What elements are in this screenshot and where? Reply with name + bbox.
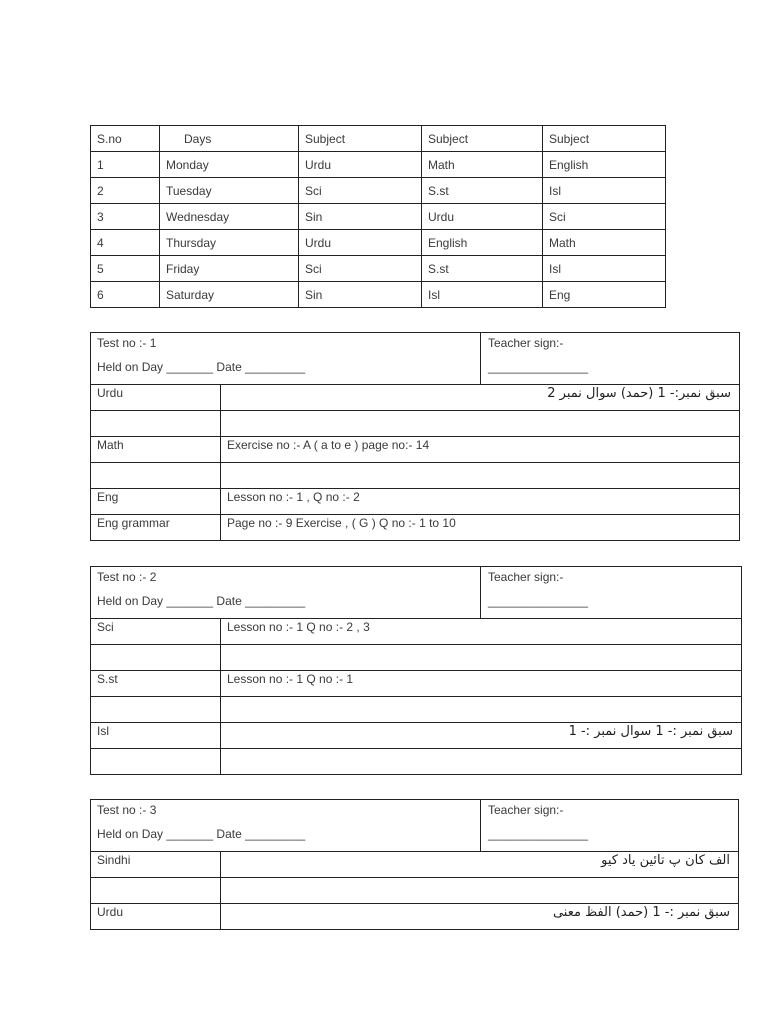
cell-subject: Eng <box>543 282 666 308</box>
subject-label <box>91 697 221 722</box>
header-sno: S.no <box>91 126 160 152</box>
cell-day: Friday <box>160 256 299 282</box>
test-row <box>91 671 741 697</box>
cell-sno: 4 <box>91 230 160 256</box>
test-block-3 <box>90 799 739 930</box>
teacher-sign-line: _______________ <box>488 360 589 374</box>
teacher-sign-label: Teacher sign:- <box>488 336 564 350</box>
test-title: Test no :- 2 <box>97 570 157 584</box>
assignment-text: سبق نمبر :- 1 سوال نمبر :- 1 <box>568 724 733 739</box>
assignment-text: الف کان پ تائين ياد کيو <box>601 853 730 868</box>
test-header <box>91 800 738 852</box>
subject-label: Eng <box>91 489 221 514</box>
cell-subject: Math <box>422 152 543 178</box>
assignment-text: Exercise no :- A ( a to e ) page no:- 14 <box>227 438 430 452</box>
subject-label: Sci <box>91 619 221 644</box>
header-subject-1: Subject <box>299 126 422 152</box>
test-title: Test no :- 3 <box>97 803 157 817</box>
table-row <box>91 204 666 230</box>
cell-subject: Math <box>543 230 666 256</box>
subject-label: Isl <box>91 723 221 748</box>
teacher-sign-label: Teacher sign:- <box>488 803 564 817</box>
assignment-text <box>221 463 739 488</box>
table-row <box>91 230 666 256</box>
assignment-text: سبق نمبر :- 1 (حمد) الفظ معنی <box>552 905 730 920</box>
test-row <box>91 852 738 878</box>
cell-day: Thursday <box>160 230 299 256</box>
assignment-text: سبق نمبر:- 1 (حمد) سوال نمبر 2 <box>547 386 731 401</box>
test-block-1 <box>90 332 740 541</box>
cell-subject: Isl <box>422 282 543 308</box>
test-header <box>91 567 741 619</box>
teacher-sign-line: _______________ <box>488 827 589 841</box>
cell-subject: Sin <box>299 204 422 230</box>
header-subject-2: Subject <box>422 126 543 152</box>
test-row <box>91 619 741 645</box>
test-row-empty <box>91 411 739 437</box>
cell-sno: 6 <box>91 282 160 308</box>
teacher-sign-label: Teacher sign:- <box>488 570 564 584</box>
subject-label: Eng grammar <box>91 515 221 540</box>
header-days: Days <box>160 126 299 152</box>
cell-sno: 1 <box>91 152 160 178</box>
test-block-2 <box>90 566 742 775</box>
assignment-text <box>221 878 738 903</box>
cell-subject: Sin <box>299 282 422 308</box>
assignment-text <box>221 697 741 722</box>
subject-label <box>91 749 221 774</box>
assignment-text <box>221 411 739 436</box>
table-row <box>91 256 666 282</box>
cell-subject: Isl <box>543 178 666 204</box>
assignment-text <box>221 645 741 670</box>
cell-day: Wednesday <box>160 204 299 230</box>
subject-label: S.st <box>91 671 221 696</box>
timetable-header-row <box>91 126 666 152</box>
cell-subject: English <box>422 230 543 256</box>
test-row <box>91 489 739 515</box>
cell-subject: Urdu <box>422 204 543 230</box>
cell-subject: Isl <box>543 256 666 282</box>
test-row <box>91 385 739 411</box>
cell-subject: English <box>543 152 666 178</box>
subject-label: Math <box>91 437 221 462</box>
timetable <box>90 125 666 308</box>
test-row <box>91 437 739 463</box>
cell-subject: Sci <box>543 204 666 230</box>
table-row <box>91 178 666 204</box>
cell-sno: 3 <box>91 204 160 230</box>
teacher-sign-line: _______________ <box>488 594 589 608</box>
subject-label <box>91 878 221 903</box>
assignment-text <box>221 749 741 774</box>
assignment-text: Lesson no :- 1 Q no :- 1 <box>227 672 354 686</box>
held-on-line: Held on Day _______ Date _________ <box>97 827 306 841</box>
test-row <box>91 904 738 929</box>
cell-subject: S.st <box>422 178 543 204</box>
test-row-empty <box>91 697 741 723</box>
cell-subject: Urdu <box>299 230 422 256</box>
cell-sno: 5 <box>91 256 160 282</box>
table-row <box>91 152 666 178</box>
subject-label <box>91 645 221 670</box>
test-row <box>91 723 741 749</box>
held-on-line: Held on Day _______ Date _________ <box>97 360 306 374</box>
table-row <box>91 282 666 308</box>
assignment-text: Lesson no :- 1 , Q no :- 2 <box>227 490 360 504</box>
held-on-line: Held on Day _______ Date _________ <box>97 594 306 608</box>
subject-label: Sindhi <box>91 852 221 877</box>
subject-label <box>91 411 221 436</box>
test-row-empty <box>91 749 741 774</box>
cell-subject: Sci <box>299 256 422 282</box>
cell-subject: Sci <box>299 178 422 204</box>
cell-sno: 2 <box>91 178 160 204</box>
cell-subject: S.st <box>422 256 543 282</box>
test-row-empty <box>91 645 741 671</box>
test-header <box>91 333 739 385</box>
test-row <box>91 515 739 540</box>
cell-day: Tuesday <box>160 178 299 204</box>
subject-label: Urdu <box>91 385 221 410</box>
cell-subject: Urdu <box>299 152 422 178</box>
header-subject-3: Subject <box>543 126 666 152</box>
cell-day: Saturday <box>160 282 299 308</box>
test-title: Test no :- 1 <box>97 336 157 350</box>
assignment-text: Lesson no :- 1 Q no :- 2 , 3 <box>227 620 370 634</box>
test-row-empty <box>91 463 739 489</box>
test-row-empty <box>91 878 738 904</box>
cell-day: Monday <box>160 152 299 178</box>
subject-label: Urdu <box>91 904 221 929</box>
subject-label <box>91 463 221 488</box>
assignment-text: Page no :- 9 Exercise , ( G ) Q no :- 1 to 10 <box>227 516 456 530</box>
